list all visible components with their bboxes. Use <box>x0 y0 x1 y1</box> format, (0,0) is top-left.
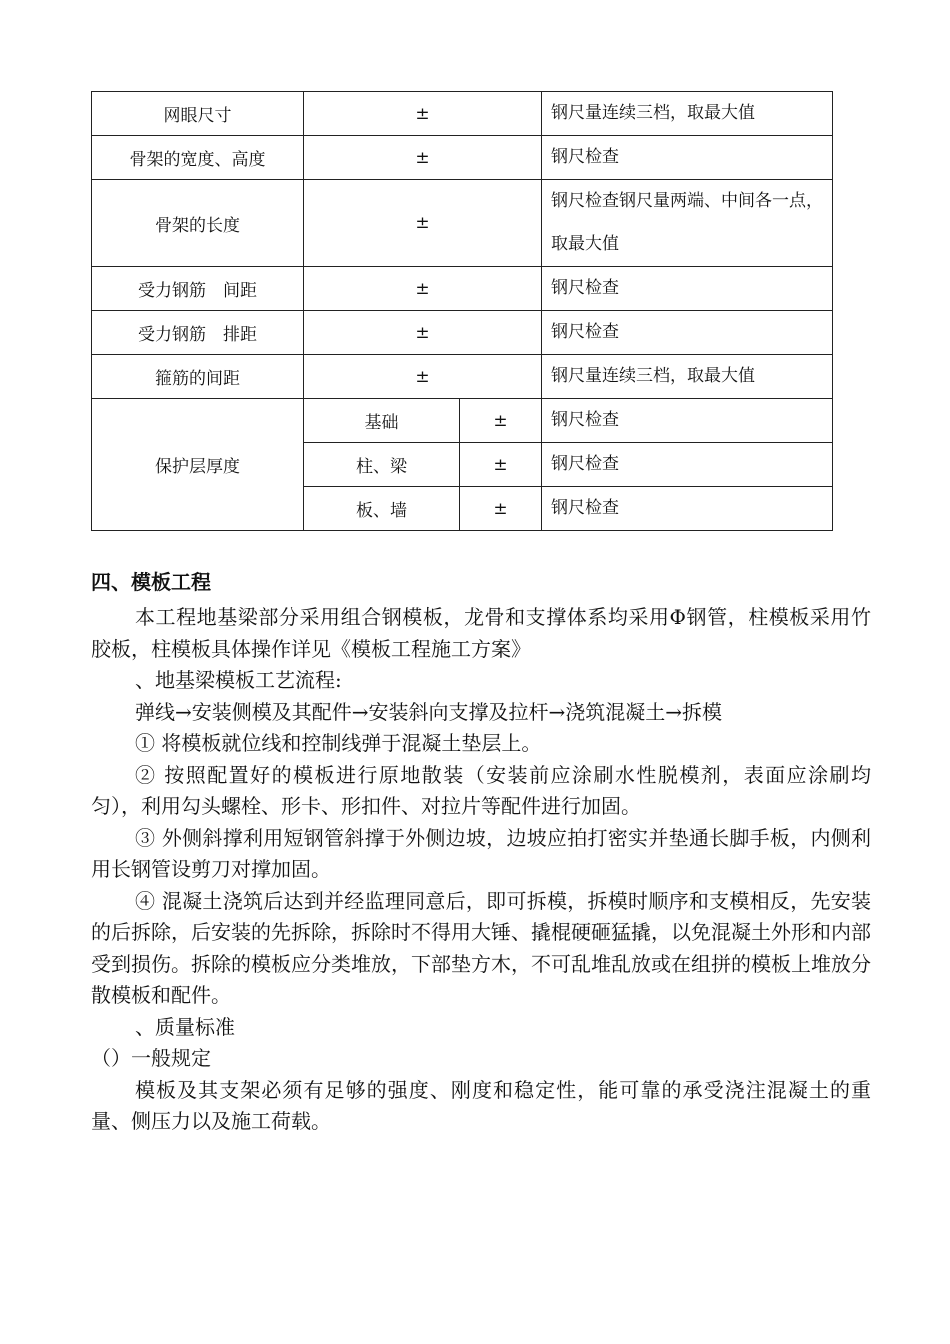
table-cell-item: 受力钢筋 排距 <box>92 311 304 355</box>
table-cell-item: 骨架的长度 <box>92 180 304 267</box>
subheading-quality: 、质量标准 <box>135 1014 235 1039</box>
table-cell-item: 箍筋的间距 <box>92 355 304 399</box>
table-cell-tolerance: ± <box>304 136 542 180</box>
table-cell-tolerance: ± <box>304 180 542 267</box>
table-row <box>92 355 833 399</box>
table-cell-tolerance: ± <box>304 311 542 355</box>
table-cell-item: 受力钢筋 间距 <box>92 267 304 311</box>
table-cell-subitem: 基础 <box>304 399 460 443</box>
general-paragraph: 模板及其支架必须有足够的强度、刚度和稳定性，能可靠的承受浇注混凝土的重量、侧压力以及施工荷载。 <box>91 1077 871 1133</box>
table-cell-item: 网眼尺寸 <box>92 92 304 136</box>
subheading-process: 、地基梁模板工艺流程: <box>135 668 342 692</box>
step-2: ② 按照配置好的模板进行原地散装（安装前应涂刷水性脱模剂，表面应涂刷均匀），利用勾头螺栓、形卡、形扣件、对拉片等配件进行加固。 <box>91 762 871 818</box>
table-cell-tolerance: ± <box>304 355 542 399</box>
table-cell-method: 钢尺量连续三档，取最大值 <box>542 355 833 399</box>
step-4: ④ 混凝土浇筑后达到并经监理同意后，即可拆模，拆模时顺序和支模相反，先安装的后拆除，后安装的先拆除，拆除时不得用大锤、撬棍硬砸猛撬，以免混凝土外形和内部受到损伤。拆除的模板应分类堆放，下部垫方木，不可乱堆乱放或在组拼的模板上堆放分散模板和配件。 <box>91 888 871 1007</box>
table-cell-tolerance: ± <box>460 487 542 531</box>
step-1: ① 将模板就位线和控制线弹于混凝土垫层上。 <box>135 731 542 755</box>
table-cell-tolerance: ± <box>304 267 542 311</box>
table-cell-tolerance: ± <box>304 92 542 136</box>
table-cell-method: 钢尺检查 <box>542 487 833 531</box>
section-body <box>91 602 871 1138</box>
intro-paragraph: 本工程地基梁部分采用组合钢模板，龙骨和支撑体系均采用Φ钢管，柱模板采用竹胶板，柱模板具体操作详见《模板工程施工方案》 <box>91 605 871 661</box>
section-heading: 四、模板工程 <box>91 570 211 594</box>
step-3: ③ 外侧斜撑利用短钢管斜撑于外侧边坡，边坡应拍打密实并垫通长脚手板，内侧利用长钢管设剪刀对撑加固。 <box>91 825 871 881</box>
table-cell-item: 保护层厚度 <box>92 399 304 531</box>
tolerance-table <box>91 91 833 531</box>
table-row <box>92 267 833 311</box>
table-cell-method: 钢尺检查 <box>542 443 833 487</box>
table-cell-method: 钢尺检查 <box>542 267 833 311</box>
table-cell-tolerance: ± <box>460 443 542 487</box>
table-cell-tolerance: ± <box>460 399 542 443</box>
table-row <box>92 399 833 443</box>
subheading-general: （）一般规定 <box>91 1046 211 1070</box>
table-cell-subitem: 柱、梁 <box>304 443 460 487</box>
table-cell-item: 骨架的宽度、高度 <box>92 136 304 180</box>
table-row <box>92 311 833 355</box>
table-row <box>92 92 833 136</box>
table-cell-method: 钢尺量连续三档，取最大值 <box>542 92 833 136</box>
table-cell-method: 钢尺检查钢尺量两端、中间各一点，取最大值 <box>542 180 833 267</box>
table-cell-method: 钢尺检查 <box>542 136 833 180</box>
table-cell-method: 钢尺检查 <box>542 311 833 355</box>
table-row <box>92 180 833 267</box>
table-row <box>92 136 833 180</box>
table-cell-subitem: 板、墙 <box>304 487 460 531</box>
process-flow: 弹线→安装侧模及其配件→安装斜向支撑及拉杆→浇筑混凝土→拆模 <box>135 699 723 724</box>
table-cell-method: 钢尺检查 <box>542 399 833 443</box>
